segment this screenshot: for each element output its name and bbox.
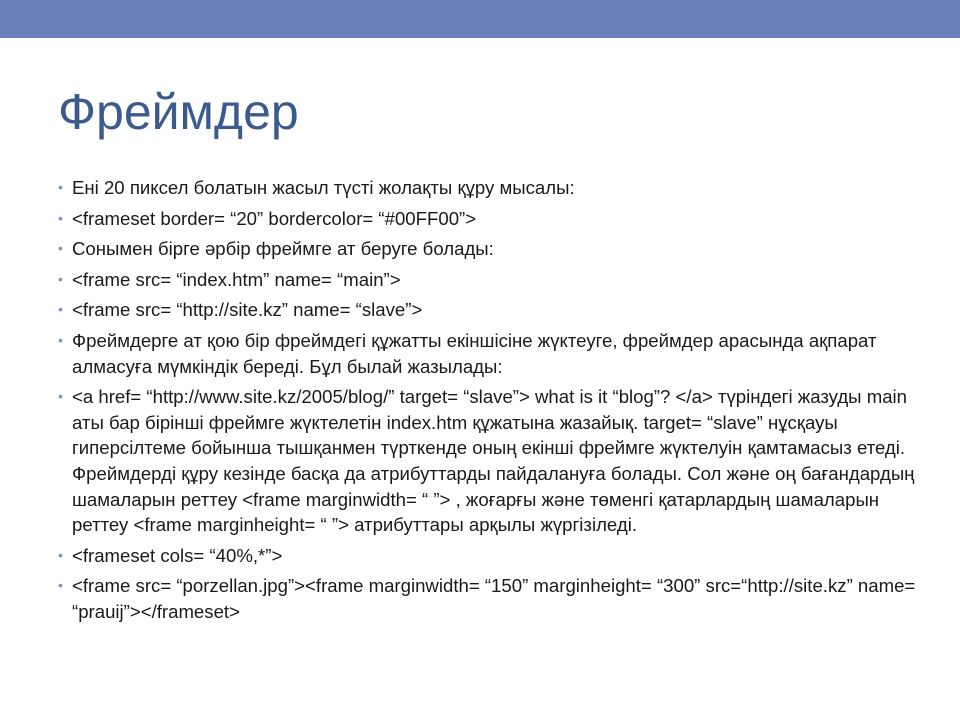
slide-title: Фреймдер [58,84,299,140]
bullet-text: <frame src= “http://site.kz” name= “slave”> [72,299,423,321]
bullet-text: Сонымен бірге әрбір фреймге ат беруге болады: [72,238,494,260]
bullet-item [56,543,916,569]
bullet-text: <frameset cols= “40%,*”> [72,544,283,566]
bullet-text: <frameset border= “20” bordercolor= “#00FF00”> [72,207,477,229]
bullet-dot-icon: • [58,331,63,348]
bullet-item [56,573,916,624]
bullet-item [56,267,916,293]
bullet-text: <frame src= “index.htm” name= “main”> [72,268,401,290]
top-accent-bar [0,0,960,38]
bullet-dot-icon: • [58,546,63,563]
bullet-dot-icon: • [58,388,63,405]
bullet-text: Ені 20 пиксел болатын жасыл түсті жолақты құру мысалы: [72,177,575,198]
bullet-dot-icon: • [58,240,63,257]
bullet-item [56,297,916,323]
bullet-text: <frame src= “porzellan.jpg”><frame marginwidth= “150” marginheight= “300” src=“http://site.kz” name= “prauij”></frameset> [72,575,916,622]
bullet-item [56,384,916,538]
bullet-dot-icon: • [58,301,63,318]
bullet-item [56,175,916,201]
bullet-item [56,206,916,232]
bullet-list [56,175,916,630]
bullet-dot-icon: • [58,270,63,287]
bullet-dot-icon: • [58,179,63,195]
bullet-text: <a href= “http://www.site.kz/2005/blog/” target= “slave”> what is it “blog”? </a> түріндегі жазуды main аты бар бірінші фреймге жүктелетін index.htm құжатына жазайық. target= “slave” нұсқауы гиперсілтеме бойынша тышқанмен түрткенде оның екінші фреймге жүктелуін қамтамасыз етеді. Фреймдерді құру кезінде басқа да атрибуттарды пайдалануға болады. Сол және оң бағандардың шамаларын реттеу <frame marginwidth= “ ”> , жоғарғы және төменгі қатарлардың шамаларын реттеу <frame marginheight= “ ”> атрибуттары арқылы жүргізіледі. [72,386,915,536]
bullet-dot-icon: • [58,209,63,226]
bullet-dot-icon: • [58,577,63,594]
bullet-item [56,328,916,379]
bullet-text: Фреймдерге ат қою бір фреймдегі құжатты екіншісіне жүктеуге, фреймдер арасында ақпарат алмасуға мүмкіндік береді. Бұл былай жазылады: [72,329,877,377]
bullet-item [56,236,916,262]
